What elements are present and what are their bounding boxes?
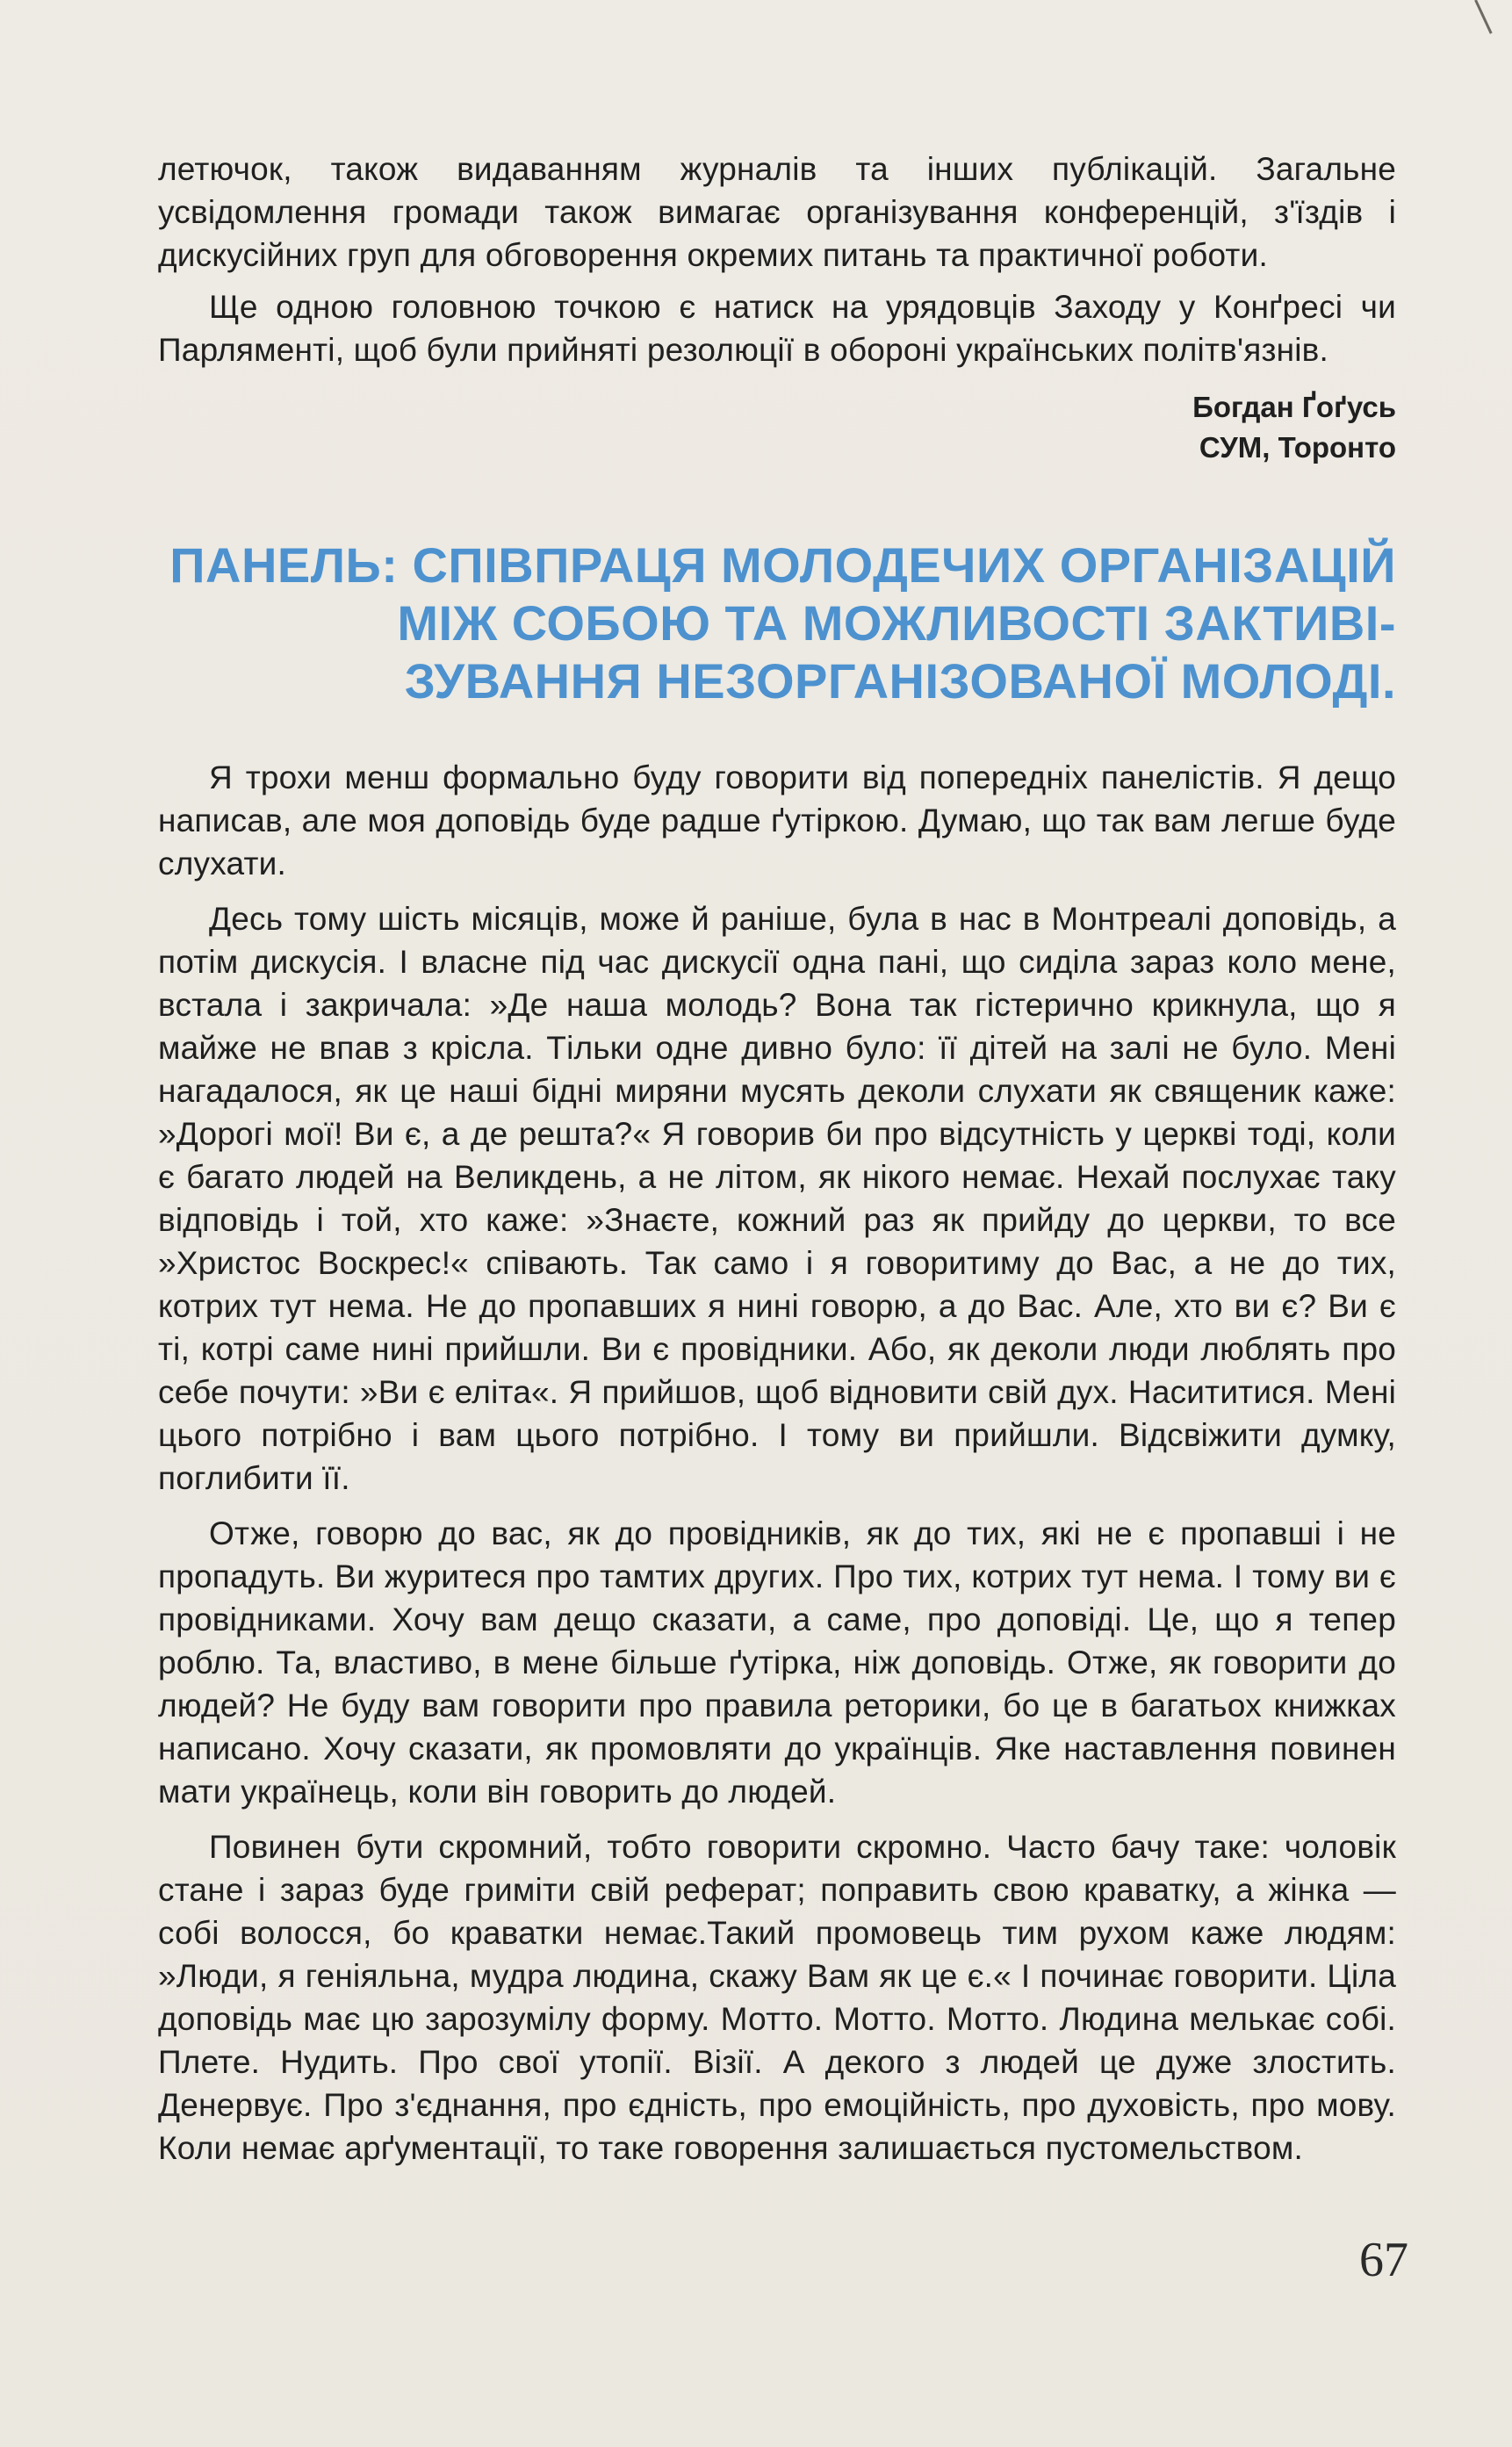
page-number: 67 [1359, 2233, 1408, 2287]
body-paragraph-1: Я трохи менш формально буду говорити від попередніх панелістів. Я дещо написав, але моя доповідь буде радше ґутіркою. Думаю, що так вам легше буде слухати. [158, 759, 1396, 882]
heading-line-2: МІЖ СОБОЮ ТА МОЖЛИВОСТІ ЗАКТИВІ- [397, 595, 1396, 651]
body-paragraph-3: Отже, говорю до вас, як до провідників, як до тих, які не є пропавші і не пропадуть. Ви журитеся про тамтих других. Про тих, котрих тут нема. І тому ви є провідниками. Хочу вам дещо сказати, а саме, про доповіді. Це, що я тепер роблю. Та, властиво, в мене більше ґутірка, ніж доповідь. Отже, як говорити до людей? Не буду вам говорити про правила реторики, бо це в багатьох книжках написано. Хочу сказати, як промовляти до українців. Яке наставлення повинен мати українець, коли він говорить до людей. [158, 1515, 1396, 1810]
heading-line-1: ПАНЕЛЬ: СПІВПРАЦЯ МОЛОДЕЧИХ ОРГАНІЗАЦІЙ [169, 537, 1396, 593]
intro-paragraph-1: летючок, також видаванням журналів та інших публікацій. Загальне усвідомлення громади також вимагає організування конференцій, з'їздів і дискусійних груп для обговорення окремих питань та практичної роботи. [158, 151, 1396, 273]
panel-heading [158, 536, 1396, 710]
body-paragraph-2: Десь тому шість місяців, може й раніше, була в нас в Монтреалі доповідь, а потім дискусія. І власне під час дискусії одна пані, що сиділа зараз коло мене, встала і закричала: »Де наша молодь? Вона так гістерично крикнула, що я майже не впав з крісла. Тільки одне дивно було: її дітей на залі не було. Мені нагадалося, як це наші бідні миряни мусять деколи слухати як священик каже: »Дорогі мої! Ви є, а де решта?« Я говорив би про відсутність у церкві тоді, коли є багато людей на Великдень, а не літом, як нікого немає. Нехай послухає таку відповідь і той, хто каже: »Знаєте, кожний раз як прийду до церкви, то все »Христос Воскрес!« співають. Так само і я говоритиму до Вас, а не до тих, котрих тут нема. Не до пропавших я нині говорю, а до Вас. Але, хто ви є? Ви є ті, котрі саме нині прийшли. Ви є провідники. Або, як деколи люди люблять про себе почути: »Ви є еліта«. Я прийшов, щоб відновити свій дух. Насититися. Мені цього потрібно і вам цього потрібно. І тому ви прийшли. Відсвіжити думку, поглибити її. [158, 901, 1396, 1496]
intro-paragraph-2: Ще одною головною точкою є натиск на урядовців Заходу у Конґресі чи Парляменті, щоб були прийняті резолюції в обороні українських політв'язнів. [158, 289, 1396, 368]
signature-name: Богдан Ґоґусь [1192, 391, 1396, 423]
intro-section [158, 148, 1396, 468]
signature [158, 387, 1396, 468]
body-section [158, 756, 1396, 2170]
body-paragraph-4: Повинен бути скромний, тобто говорити скромно. Часто бачу таке: чоловік стане і зараз буде гриміти свій реферат; поправить свою краватку, а жінка — собі волосся, бо краватки немає.Такий промовець тим рухом каже людям: »Люди, я геніяльна, мудра людина, скажу Вам як це є.« І починає говорити. Ціла доповідь має цю зарозумілу форму. Мотто. Мотто. Мотто. Людина мелькає собі. Плете. Нудить. Про свої утопії. Візії. А декого з людей це дуже злостить. Денервує. Про з'єднання, про єдність, про емоційність, про духовість, про мову. Коли немає арґументації, то таке говорення залишається пустомельством. [158, 1829, 1396, 2166]
signature-organization: СУМ, Торонто [1199, 431, 1396, 464]
heading-line-3: ЗУВАННЯ НЕЗОРГАНІЗОВАНОЇ МОЛОДІ. [404, 653, 1396, 709]
page-content [158, 148, 1396, 2170]
page-corner-mark [1474, 0, 1492, 34]
